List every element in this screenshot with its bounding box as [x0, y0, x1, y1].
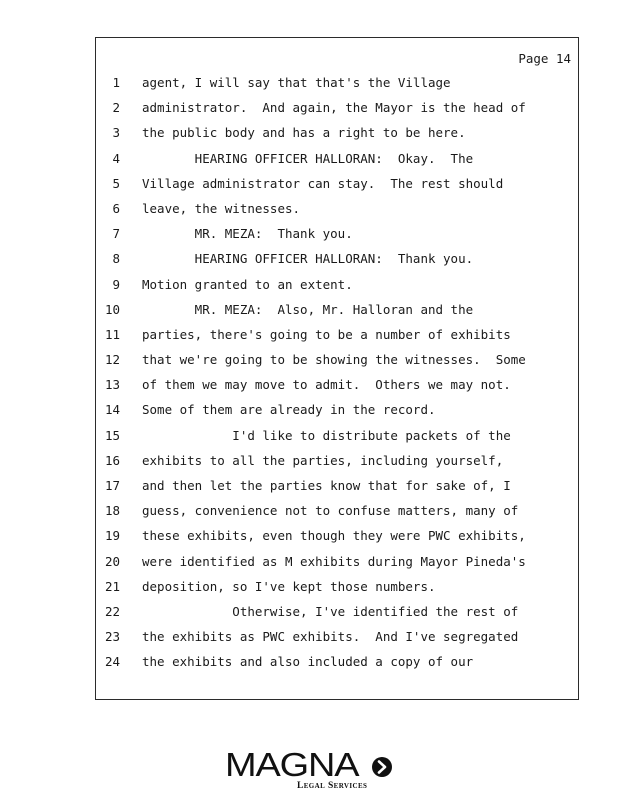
line-text: guess, convenience not to confuse matters, many of — [142, 503, 519, 519]
transcript-line — [96, 224, 578, 249]
transcript-line — [96, 149, 578, 174]
line-number: 7 — [112, 226, 120, 242]
line-text: the exhibits and also included a copy of our — [142, 654, 474, 670]
transcript-line — [96, 375, 578, 400]
line-number: 22 — [104, 603, 120, 619]
logo-tagline: Legal Services — [297, 781, 368, 791]
line-text: I'd like to distribute packets of the — [142, 427, 511, 443]
transcript-line — [96, 325, 578, 350]
line-number: 9 — [112, 276, 120, 292]
line-text: the exhibits as PWC exhibits. And I've segregated — [142, 629, 519, 645]
line-number: 10 — [104, 301, 120, 317]
line-number: 12 — [104, 352, 120, 368]
line-number: 2 — [112, 100, 120, 116]
line-text: the public body and has a right to be here. — [142, 125, 466, 141]
line-text: leave, the witnesses. — [142, 200, 301, 216]
line-text: administrator. And again, the Mayor is the head of — [142, 100, 526, 116]
line-text: that we're going to be showing the witnesses. Some — [142, 352, 526, 368]
transcript-line — [96, 199, 578, 224]
transcript-line — [96, 501, 578, 526]
line-number: 5 — [112, 175, 120, 191]
line-number: 23 — [104, 629, 120, 645]
line-number: 3 — [112, 125, 120, 141]
line-number: 20 — [104, 553, 120, 569]
line-text: Otherwise, I've identified the rest of — [142, 603, 519, 619]
transcript-line — [96, 426, 578, 451]
line-number: 11 — [104, 326, 120, 342]
line-text: HEARING OFFICER HALLORAN: Okay. The — [142, 150, 474, 166]
line-number: 19 — [104, 528, 120, 544]
line-text: HEARING OFFICER HALLORAN: Thank you. — [142, 251, 474, 267]
line-text: of them we may move to admit. Others we may not. — [142, 377, 511, 393]
transcript-line — [96, 552, 578, 577]
line-number: 18 — [104, 503, 120, 519]
transcript-line — [96, 249, 578, 274]
line-text: Village administrator can stay. The rest should — [142, 175, 504, 191]
transcript-line — [96, 123, 578, 148]
line-text: Motion granted to an extent. — [142, 276, 353, 292]
transcript-lines — [96, 73, 578, 678]
transcript-line — [96, 602, 578, 627]
transcript-line — [96, 652, 578, 677]
line-text: agent, I will say that that's the Village — [142, 75, 451, 90]
transcript-line — [96, 73, 578, 98]
line-number: 24 — [104, 654, 120, 670]
magna-logo — [225, 748, 395, 793]
line-text: MR. MEZA: Thank you. — [142, 226, 353, 242]
transcript-line — [96, 350, 578, 375]
transcript-page — [95, 37, 579, 700]
logo-wordmark: MAGNA — [225, 746, 359, 783]
line-number: 4 — [112, 150, 120, 166]
transcript-line — [96, 275, 578, 300]
line-text: Some of them are already in the record. — [142, 402, 436, 418]
line-number: 13 — [104, 377, 120, 393]
line-text: these exhibits, even though they were PWC exhibits, — [142, 528, 526, 544]
transcript-line — [96, 451, 578, 476]
line-text: parties, there's going to be a number of exhibits — [142, 326, 511, 342]
transcript-line — [96, 400, 578, 425]
transcript-line — [96, 627, 578, 652]
line-text: deposition, so I've kept those numbers. — [142, 578, 436, 594]
transcript-line — [96, 174, 578, 199]
line-number: 1 — [112, 75, 120, 90]
line-number: 16 — [104, 452, 120, 468]
line-text: and then let the parties know that for sake of, I — [142, 478, 511, 493]
chevron-right-circle-icon — [371, 756, 393, 778]
transcript-line — [96, 300, 578, 325]
line-number: 8 — [112, 251, 120, 267]
line-text: were identified as M exhibits during Mayor Pineda's — [142, 553, 526, 569]
line-text: MR. MEZA: Also, Mr. Halloran and the — [142, 301, 474, 317]
line-number: 15 — [104, 427, 120, 443]
line-number: 17 — [104, 478, 120, 493]
page-number: Page 14 — [518, 51, 571, 66]
transcript-line — [96, 526, 578, 551]
line-number: 14 — [104, 402, 120, 418]
line-number: 21 — [104, 578, 120, 594]
line-number: 6 — [112, 200, 120, 216]
transcript-line — [96, 98, 578, 123]
transcript-line — [96, 577, 578, 602]
line-text: exhibits to all the parties, including yourself, — [142, 452, 504, 468]
transcript-line — [96, 476, 578, 501]
